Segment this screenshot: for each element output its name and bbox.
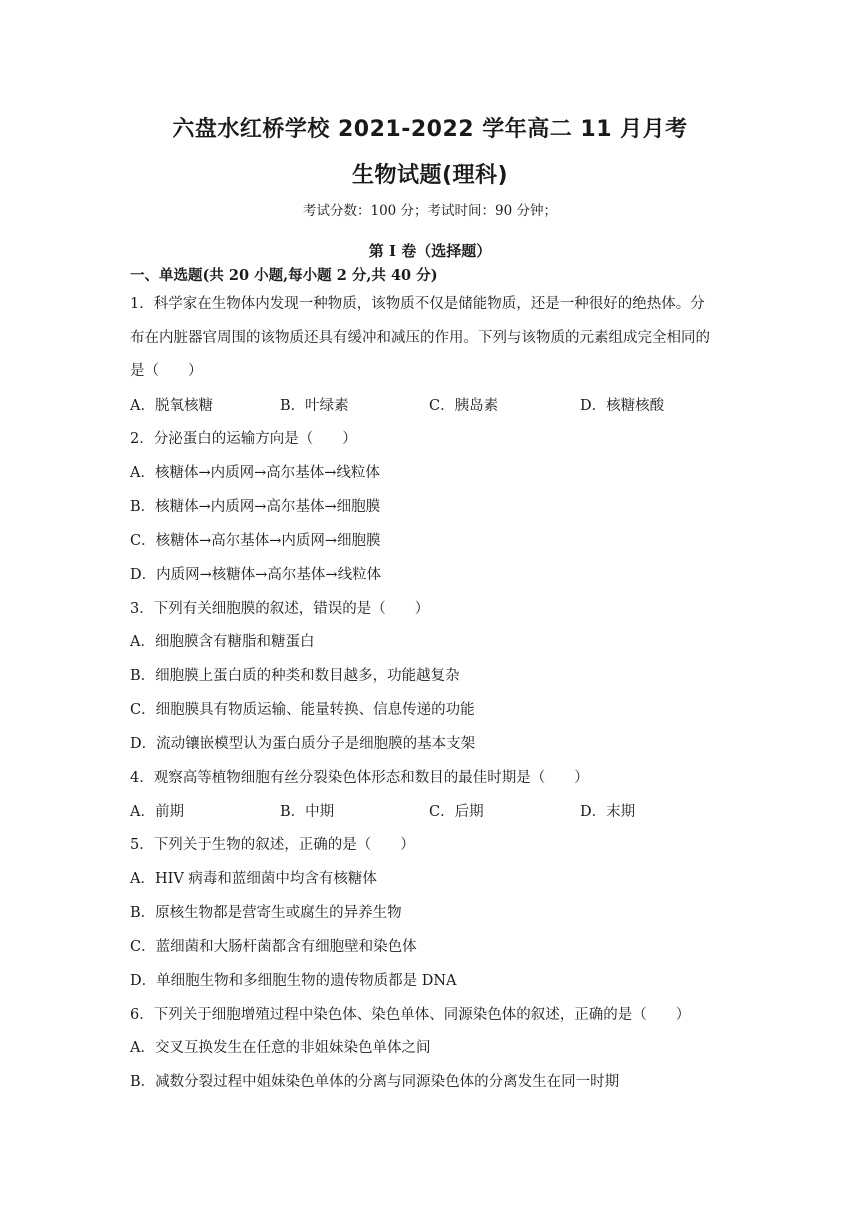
- question-4-option-c: C．后期: [429, 804, 484, 820]
- question-2-stem: 2．分泌蛋白的运输方向是（ ）: [130, 431, 357, 447]
- question-3-stem: 3．下列有关细胞膜的叙述，错误的是（ ）: [130, 601, 430, 617]
- question-4-stem: 4．观察高等植物细胞有丝分裂染色体形态和数目的最佳时期是（ ）: [130, 770, 589, 786]
- question-1-stem-line-2: 布在内脏器官周围的该物质还具有缓冲和减压的作用。下列与该物质的元素组成完全相同的: [130, 330, 710, 346]
- question-3-option-a: A．细胞膜含有糖脂和糖蛋白: [130, 634, 315, 650]
- question-3-option-b: B．细胞膜上蛋白质的种类和数目越多，功能越复杂: [130, 668, 460, 684]
- part-title: 第 I 卷（选择题）: [368, 242, 492, 260]
- question-4-option-d: D．末期: [580, 804, 636, 820]
- question-1-stem-line-3: 是（ ）: [130, 363, 203, 379]
- exam-info: 考试分数：100 分；考试时间：90 分钟；: [302, 203, 558, 219]
- question-6-stem: 6．下列关于细胞增殖过程中染色体、染色单体、同源染色体的叙述，正确的是（ ）: [130, 1007, 691, 1023]
- question-2-option-d: D．内质网→核糖体→高尔基体→线粒体: [130, 567, 382, 583]
- question-5-option-c: C．蓝细菌和大肠杆菌都含有细胞壁和染色体: [130, 939, 417, 955]
- question-2-option-c: C．核糖体→高尔基体→内质网→细胞膜: [130, 533, 381, 549]
- exam-title: 六盘水红桥学校 2021-2022 学年高二 11 月月考: [172, 117, 688, 142]
- question-4-options: [130, 800, 740, 822]
- question-4-option-a: A．前期: [130, 804, 184, 820]
- question-3-option-c: C．细胞膜具有物质运输、能量转换、信息传递的功能: [130, 702, 475, 718]
- question-4-option-b: B．中期: [280, 804, 335, 820]
- question-1-option-a: A．脱氧核糖: [130, 398, 213, 414]
- question-2-option-a: A．核糖体→内质网→高尔基体→线粒体: [130, 465, 380, 481]
- question-5-option-d: D．单细胞生物和多细胞生物的遗传物质都是 DNA: [130, 973, 457, 989]
- question-5-option-b: B．原核生物都是营寄生或腐生的异养生物: [130, 905, 402, 921]
- question-5-option-a: A．HIV 病毒和蓝细菌中均含有核糖体: [130, 871, 377, 887]
- question-1-option-b: B．叶绿素: [280, 398, 349, 414]
- question-3-option-d: D．流动镶嵌模型认为蛋白质分子是细胞膜的基本支架: [130, 736, 476, 752]
- question-6-option-b: B．减数分裂过程中姐妹染色单体的分离与同源染色体的分离发生在同一时期: [130, 1074, 620, 1090]
- question-1-option-c: C．胰岛素: [429, 398, 499, 414]
- question-6-option-a: A．交叉互换发生在任意的非姐妹染色单体之间: [130, 1040, 431, 1056]
- question-1-options: [130, 394, 740, 416]
- question-1-option-d: D．核糖核酸: [580, 398, 665, 414]
- section-title: 一、单选题(共 20 小题,每小题 2 分,共 40 分): [130, 267, 438, 284]
- exam-subtitle: 生物试题(理科): [351, 163, 509, 188]
- question-1-stem-line-1: 1．科学家在生物体内发现一种物质，该物质不仅是储能物质，还是一种很好的绝热体。分: [130, 296, 705, 312]
- question-5-stem: 5．下列关于生物的叙述，正确的是（ ）: [130, 837, 415, 853]
- question-2-option-b: B．核糖体→内质网→高尔基体→细胞膜: [130, 499, 381, 515]
